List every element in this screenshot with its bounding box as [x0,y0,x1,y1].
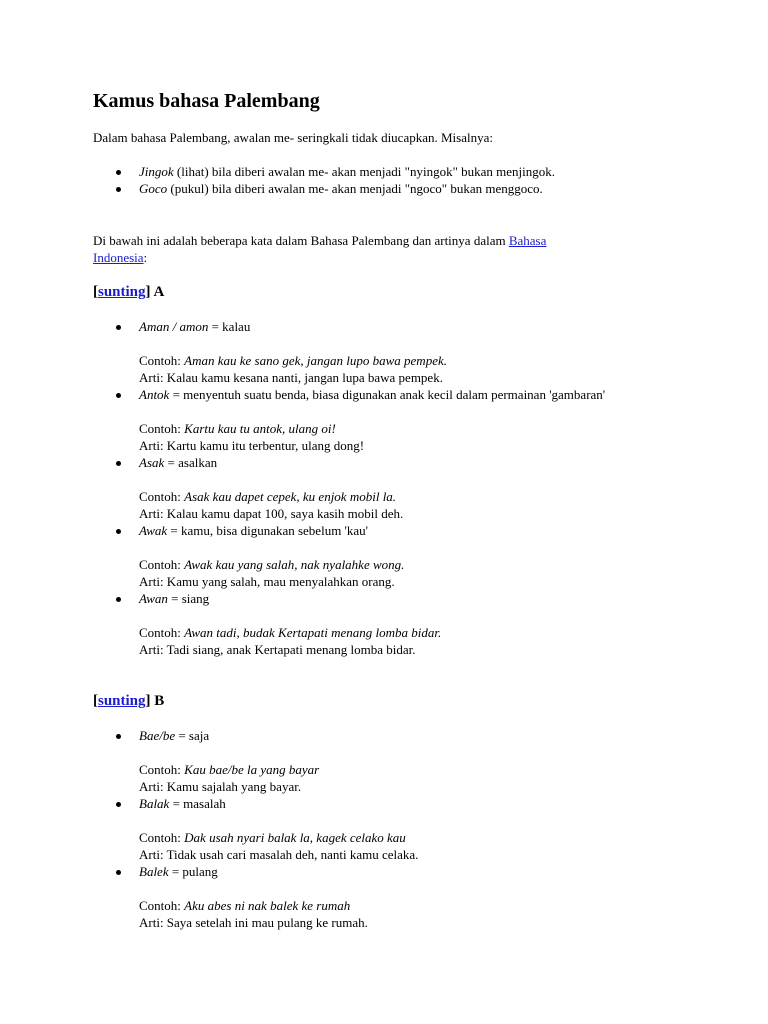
entry-example: Contoh: Aman kau ke sano gek, jangan lupo bawa pempek. [139,353,447,368]
entry-list-a [93,318,653,658]
section-letter: A [153,284,165,300]
entry-word: Awak [139,523,168,538]
entry-word: Antok [139,387,170,402]
bullet-icon [116,802,121,807]
entry-word: Asak [139,455,165,470]
entry-meaning: Arti: Kartu kamu itu terbentur, ulang dong! [139,438,365,453]
dictionary-intro-paragraph [93,232,653,266]
list-item [93,180,653,197]
bullet-icon [116,187,121,192]
entry-example: Contoh: Awak kau yang salah, nak nyalahke wong. [139,557,405,572]
bullet-icon [116,870,121,875]
entry-example: Contoh: Aku abes ni nak balek ke rumah [139,898,351,913]
bullet-icon [116,529,121,534]
entry-example: Contoh: Awan tadi, budak Kertapati menang lomba bidar. [139,625,442,640]
entry-example: Contoh: Asak kau dapet cepek, ku enjok mobil la. [139,489,397,504]
bullet-icon [116,170,121,175]
entry-meaning: Arti: Kalau kamu dapat 100, saya kasih mobil deh. [139,506,404,521]
bullet-icon [116,734,121,739]
entry-definition: = pulang [168,864,218,879]
list-item [93,318,653,386]
entry-meaning: Arti: Tidak usah cari masalah deh, nanti kamu celaka. [139,847,419,862]
bullet-icon [116,597,121,602]
entry-definition: = masalah [169,796,226,811]
section-heading-b: [sunting] B [93,693,165,709]
entry-definition: = menyentuh suatu benda, biasa digunakan anak kecil dalam permainan 'gambaran' [169,387,606,402]
entry-word: Balek [139,864,169,879]
list-item [93,795,653,863]
entry-word: Aman / amon [139,319,209,334]
entry-example: Contoh: Kartu kau tu antok, ulang oi! [139,421,336,436]
entry-definition: = siang [167,591,210,606]
section-heading-a: [sunting] A [93,284,165,300]
page-title: Kamus bahasa Palembang [93,90,320,112]
entry-meaning: Arti: Kamu sajalah yang bayar. [139,779,302,794]
entry-definition: = kalau [208,319,251,334]
bullet-icon [116,393,121,398]
entry-definition: = saja [175,728,210,743]
entry-example: Contoh: Kau bae/be la yang bayar [139,762,320,777]
paragraph-text: Di bawah ini adalah beberapa kata dalam Bahasa Palembang dan artinya dalam [93,233,509,248]
entry-word: Bae/be [139,728,176,743]
list-item [93,454,653,522]
edit-link-b[interactable]: sunting [98,693,146,709]
bahasa-indonesia-link[interactable]: Bahasa Indonesia [93,233,547,265]
intro-text: Dalam bahasa Palembang, awalan me- seringkali tidak diucapkan. Misalnya: [93,130,493,145]
example-text: (pukul) bila diberi awalan me- akan menjadi "ngoco" bukan menggoco. [167,181,543,196]
entry-definition: = asalkan [164,455,218,470]
list-item [93,163,653,180]
entry-word: Awan [139,591,168,606]
paragraph-punct: : [143,250,148,265]
example-text: (lihat) bila diberi awalan me- akan menjadi "nyingok" bukan menjingok. [173,164,556,179]
list-item [93,727,653,795]
bullet-icon [116,325,121,330]
example-word: Goco [139,181,168,196]
entry-list-b [93,727,653,931]
entry-definition: = kamu, bisa digunakan sebelum 'kau' [167,523,369,538]
bullet-icon [116,461,121,466]
list-item [93,863,653,931]
prefix-example-list [93,163,653,197]
list-item [93,522,653,590]
entry-example: Contoh: Dak usah nyari balak la, kagek celako kau [139,830,406,845]
entry-meaning: Arti: Kamu yang salah, mau menyalahkan orang. [139,574,395,589]
list-item [93,590,653,658]
entry-word: Balak [139,796,170,811]
example-word: Jingok [139,164,174,179]
entry-meaning: Arti: Kalau kamu kesana nanti, jangan lupa bawa pempek. [139,370,443,385]
entry-meaning: Arti: Tadi siang, anak Kertapati menang lomba bidar. [139,642,416,657]
list-item [93,386,653,454]
section-letter: B [154,693,165,709]
entry-meaning: Arti: Saya setelah ini mau pulang ke rumah. [139,915,368,930]
edit-link-a[interactable]: sunting [98,284,146,300]
